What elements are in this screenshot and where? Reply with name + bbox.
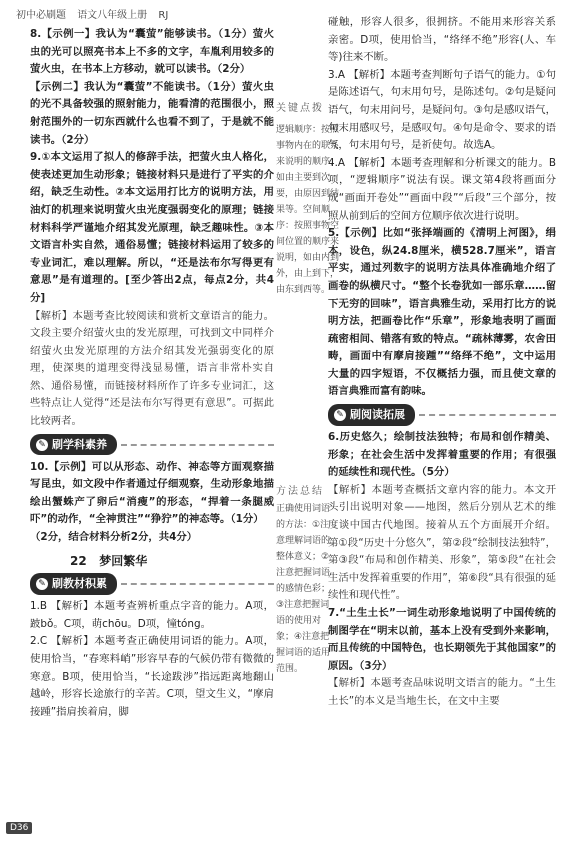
sidebar-text: 逻辑顺序：按照事物内在的联系来说明的顺序，如由主要到次要，由原因到结果等。空间顺序：按照事物空间位置的顺序来说明，如由内到外，由上到下，由东到西等。 [276,124,340,295]
analysis-7: 【解析】本题考查品味说明文语言的能力。“土生土长”的本义是当地生长，在文中主要 [328,677,556,707]
analysis-6: 【解析】本题考查概括文章内容的能力。本文开头引出说明对象——地图，然后分别从艺术的维度谈中国古代地图。接着从五个方面展开介绍。第①段“历史十分悠久”，第②段“绘制技法独特”，第③段“布局和创作精美、形象”，第⑤段“在社会生活中发挥着重要的作用”，第⑥段“具有很强的延续性和现代性”。 [328,483,556,602]
answer-5: 5.【示例】比如“张择端画的《清明上河图》，绢本，设色，纵24.8厘米，横528.7厘米”，语言平实，通过列数字的说明方法具体准确地介绍了画卷的纵横尺寸。“整个长卷犹如一部乐章……留下无穷的回味”，语言典雅生动，采用打比方的说明方法，把画卷比作“乐章”，形象地表明了画面疏密相间、错落有致的特点。“疏林薄雾，农舍田畴，画面中有摩肩接踵”“络绎不绝”，文中运用大量的四字短语，不仅概括力强，而且使文章的语言典雅而富有韵味。 [328,227,556,398]
lesson-title [70,553,274,571]
answer-8-a: 8.【示例一】我认为“囊萤”能够读书。（1分）萤火虫的光可以照亮书本上不多的文字，车胤利用较多的萤火虫，在书本上方移动，就可以读书。（2分） [30,28,274,76]
answer-10-score: （2分，结合材料分析2分，共4分） [30,531,198,544]
continuation-text: 碰触，形容人很多，很拥挤。不能用来形容关系亲密。D项，使用恰当，“络绎不绝”形容(人、车等)往来不断。 [328,16,556,64]
subject-name: 语文八年级上册 [77,10,148,21]
answer-7: 7.“土生土长”一词生动形象地说明了中国传统的制图学在“明末以前，基本上没有受到外来影响，而且传统的中国特色，也长期领先于其他国家”的原因。（3分） [328,607,556,672]
section-band-subject-literacy: ✎ 刷学科素养 [30,435,274,455]
sidebar2-title: 方法总结 [276,486,324,497]
answer-10: 10.【示例】可以从形态、动作、神态等方面观察描写昆虫，如文段中作者通过仔细观察，生动形象地描绘出蟹蛛产了卵后“消瘦”的形态，“捍着一条腿威吓”的动作，“全神贯注”“狰狞”的神态等。（1分） [30,460,274,526]
analysis-9: 【解析】本题考查比较阅读和赏析文章语言的能力。文段主要介绍萤火虫的发光原理，可找到文中同样介绍萤火虫发光原理的方法介绍其发光强弱变化的原理，使深奥的道理变得浅显易懂，语言非常朴实自然、通俗易懂，而链接材料所作了许多专业词汇，这些特点让人觉得“还是法布尔写得更有意思”。可据此比较两者。 [30,309,274,428]
sidebar-method-summary [276,482,336,677]
answer-1: 1.B 【解析】本题考查辨析重点字音的能力。A项，跛bǒ。C项，萌chōu。D项，憧tóng。 [30,600,274,630]
sidebar2-text: 正确使用词语的方法：①注意理解词语的整体意义；②注意把握词语的感情色彩；③注意把握词语的使用对象；④注意把握词语的适用范围。 [276,504,331,674]
answer-6: 6.历史悠久；绘制技法独特；布局和创作精美、形象；在社会生活中发挥着重要的作用；有很强的延续性和现代性。（5分） [328,431,556,479]
page-header [16,6,176,21]
answer-2: 2.C 【解析】本题考查正确使用词语的能力。A项，使用恰当，“春寒料峭”形容早春的气候仍带有微微的寒意。B项，使用恰当，“长途跋涉”指远距离地翻山越岭，形容长途旅行的辛苦。C项，望文生义，“摩肩接踵”指肩挨着肩，脚 [30,635,274,718]
section-band-textbook: ✎ 刷教材积累 [30,574,274,594]
series-name: 初中必刷题 [16,10,66,21]
pencil-icon: ✎ [36,578,48,590]
answer-9: 9.①本文运用了拟人的修辞手法，把萤火虫人格化，使表述更加生动形象；链接材料只是进行了平实的介绍，缺乏生动性。②本文运用打比方的说明方法，用油灯的机理来说明萤火虫光度强弱变化的原理；链接材料科学严谨地介绍其发光原理，缺乏趣味性。③本文语言朴实自然，通俗易懂；链接材料运用了较多的专业词汇，难以理解。所以，“还是法布尔写得更有意思”是有道理的。[至少答出2点，每点2分，共4分] [30,151,274,304]
answer-8-b: 【示例二】我认为“囊萤”不能读书。（1分）萤火虫的光不具备较强的照射能力，能看清的范围很小，照射范围外的一切东西就什么也看不到了，于是就不能读书。（2分） [30,80,274,146]
right-column [328,14,556,711]
answer-4: 4.A 【解析】本题考查理解和分析课文的能力。B项，“逻辑顺序”说法有误。课文第4段将画面分成“画面开卷处”“画面中段”“后段”三个部分，按照从前到后的空间方位顺序依次进行说明。 [328,156,556,222]
page-number: D36 [6,822,32,834]
edition: RJ [158,10,169,21]
left-column [30,26,274,721]
sidebar-title: 关键点拨 [276,103,324,114]
answer-3: 3.A 【解析】本题考查判断句子语气的能力。①句是陈述语气，句末用句号，是陈述句。②句是疑问语气，句末用问号，是疑问句。③句是感叹语气，句末用感叹号，是感叹句。④句是命令、要求的语气，句末用句号，是祈使句。故选A。 [328,68,556,152]
lesson-number: 22 [70,553,87,568]
section-band-reading: ✎ 刷阅读拓展 [328,405,556,425]
pencil-icon: ✎ [36,439,48,451]
lesson-name: 梦回繁华 [99,553,148,568]
pencil-icon: ✎ [334,409,346,421]
